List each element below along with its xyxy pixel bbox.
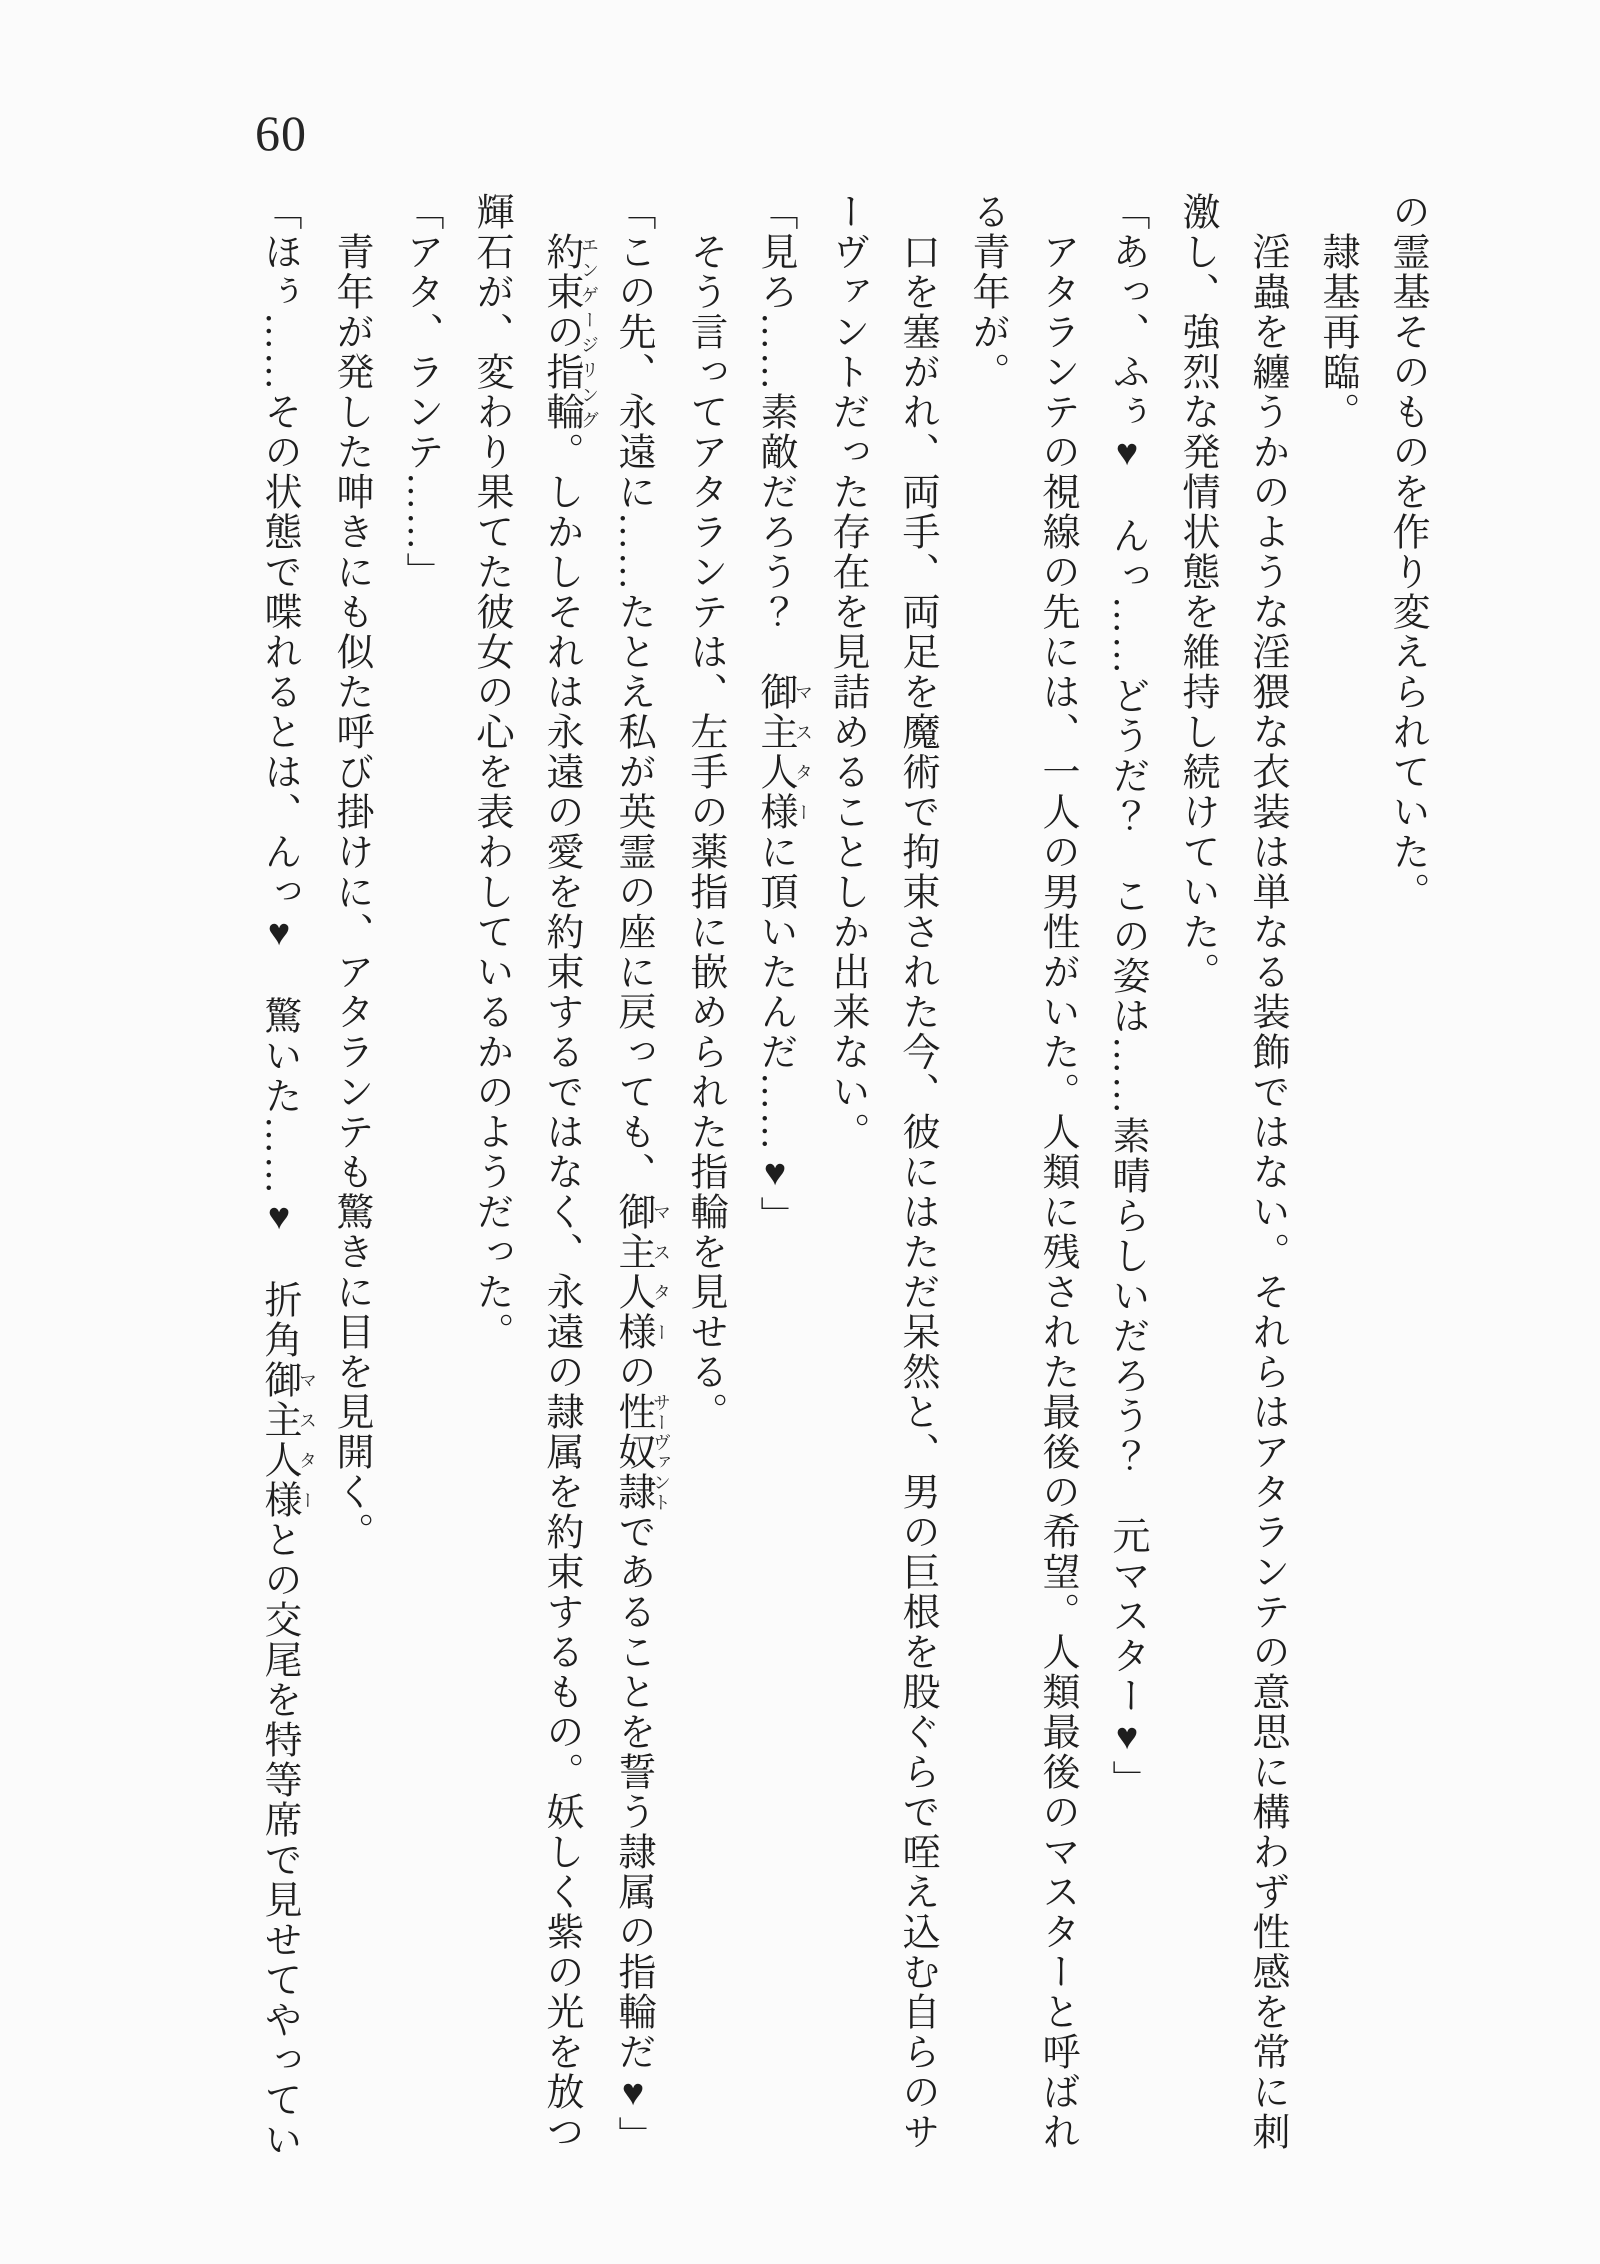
text-line: 「見ろ……素敵だろう？ 御主人様マスターに頂いたんだ……♥」 bbox=[754, 192, 813, 1236]
text-line: ーヴァントだった存在を見詰めることしか出来ない。 bbox=[826, 192, 868, 1152]
ruby-annotated-term: 約束の指輪エンゲージリング bbox=[540, 232, 599, 432]
ruby-text: マスター bbox=[651, 1192, 671, 1352]
text-line: 隷基再臨。 bbox=[1316, 232, 1358, 432]
text-line: 「ほぅ……その状態で喋れるとは、んっ♥ 驚いた……♥ 折角御主人様マスターとの交尾を特等席で見せてやってい bbox=[258, 192, 317, 2160]
ruby-text: マスター bbox=[297, 1360, 317, 1520]
ruby-annotated-term: 御主人様マスター bbox=[258, 1360, 317, 1520]
text-block bbox=[244, 192, 1442, 2184]
ruby-annotated-term: 御主人様マスター bbox=[612, 1192, 671, 1352]
text-line: 約束の指輪エンゲージリング。しかしそれは永遠の愛を約束するではなく、永遠の隷属を約束するもの。妖しく紫の光を放つ bbox=[540, 232, 599, 2152]
text-line: 「この先、永遠に……たとえ私が英霊の座に戻っても、御主人様マスターの性奴隷サーヴァントであることを誓う隷属の指輪だ♥」 bbox=[612, 192, 671, 2156]
text-line: る青年が。 bbox=[966, 192, 1008, 392]
text-line: アタランテの視線の先には、一人の男性がいた。人類に残された最後の希望。人類最後のマスターと呼ばれ bbox=[1036, 232, 1078, 2152]
text-line: そう言ってアタランテは、左手の薬指に嵌められた指輪を見せる。 bbox=[684, 232, 726, 1432]
text-line: 激し、強烈な発情状態を維持し続けていた。 bbox=[1176, 192, 1218, 992]
page-number: 60 bbox=[255, 105, 307, 161]
ruby-annotated-term: 御主人様マスター bbox=[754, 672, 813, 832]
ruby-text: サーヴァント bbox=[651, 1392, 671, 1512]
text-line: 淫蟲を纏うかのような淫猥な衣装は単なる装飾ではない。それらはアタランテの意思に構わず性感を常に刺 bbox=[1246, 232, 1288, 2152]
text-line: 青年が発した呻きにも似た呼び掛けに、アタランテも驚きに目を見開く。 bbox=[330, 232, 372, 1552]
ruby-annotated-term: 性奴隷サーヴァント bbox=[612, 1392, 671, 1512]
ruby-text: マスター bbox=[793, 672, 813, 832]
text-line: 輝石が、変わり果てた彼女の心を表わしているかのようだった。 bbox=[470, 192, 512, 1352]
text-line: 「あっ、ふぅ♥ んっ……どうだ？ この姿は……素晴らしいだろう？ 元マスター♥」 bbox=[1106, 192, 1148, 1800]
text-line: 口を塞がれ、両手、両足を魔術で拘束された今、彼にはただ呆然と、男の巨根を股ぐらで咥え込む自らのサ bbox=[896, 232, 938, 2152]
ruby-text: エンゲージリング bbox=[579, 232, 599, 432]
text-line: の霊基そのものを作り変えられていた。 bbox=[1386, 192, 1428, 912]
text-line: 「アタ、ランテ……」 bbox=[400, 192, 442, 592]
